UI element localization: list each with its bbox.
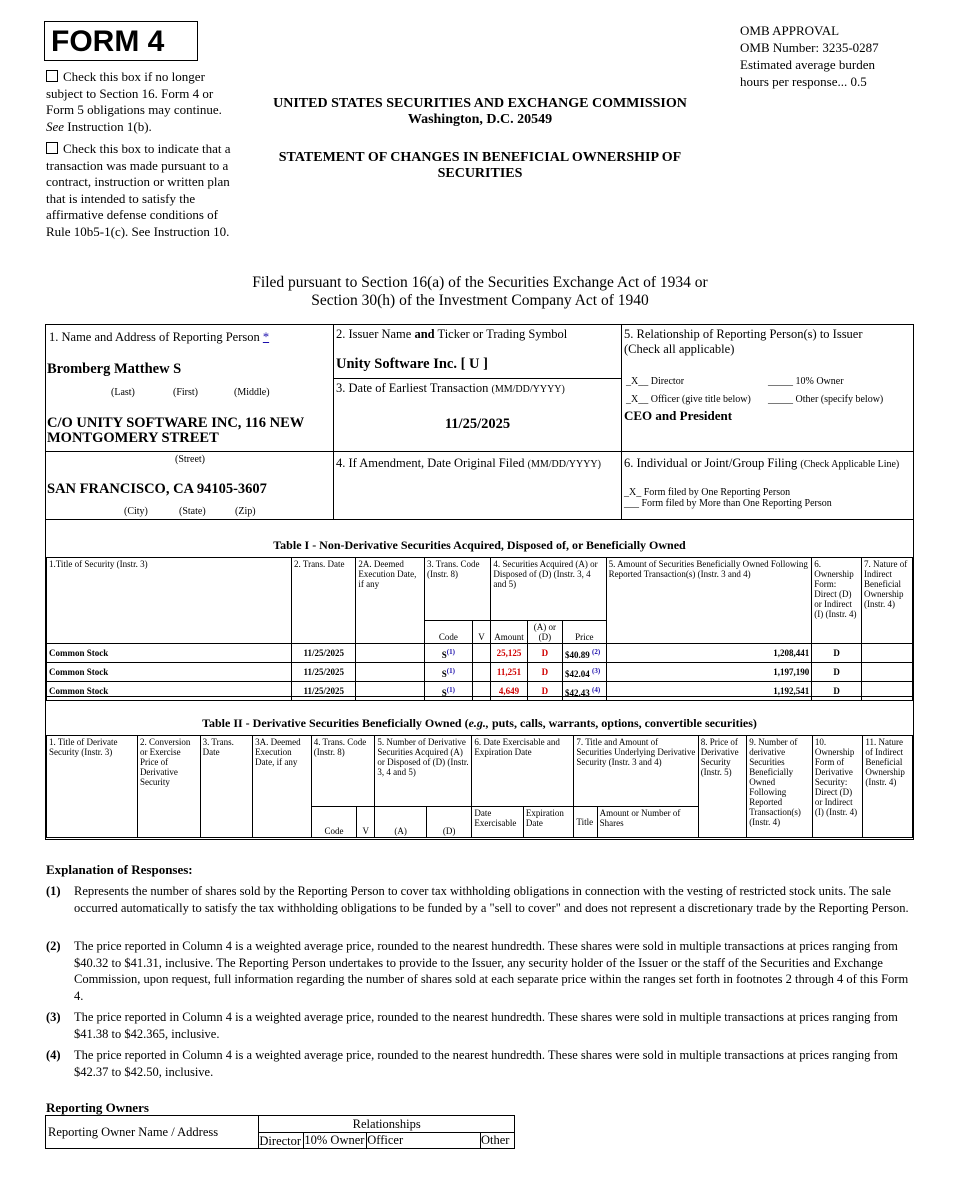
footnote-text: The price reported in Column 4 is a weighted average price, rounded to the nearest hundredth. These shares were sold in multiple transactions at prices ranging from $40.32 to $41.31, inclusive. The Reporting Person undertakes to provide to the Issuer, any security holder of the Issuer or the staff of the Securities and Exchange Commission, upon request, full information regarding the number of shares sold at each separate price within the ranges set forth in footnotes 2 through 4 of this Form 4.: [74, 939, 909, 1003]
price-value: $42.43: [565, 687, 590, 698]
table-row: [47, 644, 913, 663]
amount-owned: 1,197,190: [606, 663, 812, 682]
issuer-name: Unity Software Inc. [ U ]: [336, 356, 488, 372]
box3-fmt: (MM/DD/YYYY): [491, 384, 565, 395]
box6-sub: (Check Applicable Line): [800, 459, 900, 470]
director-col: Director: [259, 1133, 304, 1149]
street-address: C/O UNITY SOFTWARE INC, 116 NEW MONTGOMERY STREET: [47, 415, 305, 446]
rule10b5-check: [46, 141, 231, 240]
box4-fmt: (MM/DD/YYYY): [527, 459, 601, 470]
agency-block: [230, 96, 730, 128]
agency-name: UNITED STATES SECURITIES AND EXCHANGE COMMISSION: [273, 96, 687, 111]
amount-owned: 1,192,541: [606, 682, 812, 701]
t2-h11: 11. Nature of Indirect Beneficial Ownership (Instr. 4): [863, 736, 913, 838]
instruction-text: Instruction 1(b).: [67, 118, 152, 134]
amount: 4,649: [491, 682, 527, 701]
ownership-form: D: [812, 682, 862, 701]
box5-label: [624, 327, 909, 357]
security-title: Common Stock: [47, 663, 292, 682]
table1: [46, 557, 913, 701]
t2-h8: 8. Price of Derivative Security (Instr. 5): [698, 736, 747, 838]
box6-label-text: 6. Individual or Joint/Group Filing: [624, 456, 798, 470]
footnote-number: (2): [46, 939, 61, 953]
omb-line: OMB APPROVAL: [740, 23, 840, 38]
reporting-owners-table: [45, 1115, 515, 1149]
box2-label-pre: 2. Issuer Name: [336, 327, 415, 341]
footnote-link[interactable]: (1): [446, 647, 455, 656]
ten-percent-check: _____ 10% Owner: [768, 376, 844, 387]
code-value: S: [441, 649, 447, 660]
officer-check: _X__ Officer (give title below): [626, 394, 751, 405]
box2-label-and: and: [414, 327, 435, 341]
price: [563, 663, 607, 682]
other-col: Other: [480, 1133, 514, 1149]
t2-h3a: 3A. Deemed Execution Date, if any: [253, 736, 312, 838]
omb-line: OMB Number: 3235-0287: [740, 40, 879, 55]
trans-date: 11/25/2025: [292, 682, 356, 701]
t2-v: V: [357, 807, 375, 838]
zip-label: (Zip): [235, 506, 256, 517]
see-text: See: [46, 118, 65, 134]
t1-h2a: 2A. Deemed Execution Date, if any: [356, 558, 425, 644]
footnote-link[interactable]: (3): [592, 666, 601, 675]
footnote-number: (4): [46, 1048, 61, 1062]
box1-label: [49, 330, 269, 345]
amount: 11,251: [491, 663, 527, 682]
footnote: [46, 883, 916, 916]
reporting-person-name: Bromberg Matthew S: [47, 361, 182, 377]
omb-line: Estimated average burden: [740, 57, 875, 72]
first-label: (First): [173, 387, 198, 398]
statement-title: STATEMENT OF CHANGES IN BENEFICIAL OWNERSHIP OF SECURITIES: [278, 150, 682, 181]
reporting-owners-heading: Reporting Owners: [46, 1100, 149, 1115]
box6-label: [624, 456, 899, 472]
ownership-form: D: [812, 644, 862, 663]
filed-pursuant: [225, 274, 735, 310]
relationships-col: Relationships: [259, 1116, 515, 1133]
acq-disp: D: [527, 682, 562, 701]
t2-h3: 3. Trans. Date: [200, 736, 253, 838]
t1-v: V: [472, 621, 491, 644]
t2-date-ex: Date Exercisable: [472, 807, 524, 838]
box1-label-text: 1. Name and Address of Reporting Person: [49, 330, 260, 344]
t1-h5: 5. Amount of Securities Beneficially Owned Following Reported Transaction(s) (Instr. 3 and 4): [606, 558, 812, 644]
section16-check: [46, 69, 231, 135]
price-value: $40.89: [565, 649, 590, 660]
t2-d: (D): [426, 807, 471, 838]
amount: 25,125: [491, 644, 527, 663]
t2-code: Code: [311, 807, 356, 838]
footnote-link[interactable]: (4): [592, 685, 601, 694]
trans-date: 11/25/2025: [292, 644, 356, 663]
footnote-link[interactable]: (2): [592, 647, 601, 656]
footnote: [46, 938, 916, 1004]
city-state-zip: SAN FRANCISCO, CA 94105-3607: [47, 481, 267, 497]
last-label: (Last): [111, 387, 135, 398]
acq-disp: D: [527, 663, 562, 682]
t2-title-eg: e.g.,: [468, 716, 489, 730]
city-label: (City): [124, 506, 148, 517]
section16-checkbox[interactable]: [46, 70, 58, 82]
footnote: [46, 1009, 916, 1042]
ownership-form: D: [812, 663, 862, 682]
box3-label-text: 3. Date of Earliest Transaction: [336, 381, 489, 395]
section16-text: Check this box if no longer subject to Section 16. Form 4 or Form 5 obligations may continue.: [46, 69, 222, 117]
code-value: S: [441, 687, 447, 698]
security-title: Common Stock: [47, 644, 292, 663]
footnote-link[interactable]: (1): [446, 666, 455, 675]
box4-label-text: 4. If Amendment, Date Original Filed: [336, 456, 525, 470]
table-row: [47, 663, 913, 682]
omb-line: hours per response... 0.5: [740, 74, 867, 89]
t1-h2: 2. Trans. Date: [292, 558, 356, 644]
director-check: _X__ Director: [626, 376, 685, 387]
footnote-number: (3): [46, 1010, 61, 1024]
t1-aord: (A) or (D): [527, 621, 562, 644]
box5-sub: (Check all applicable): [624, 342, 735, 356]
footnote-link[interactable]: (1): [446, 685, 455, 694]
owner-name-col: Reporting Owner Name / Address: [46, 1116, 259, 1149]
divider: [333, 378, 622, 379]
form-title: FORM 4: [44, 21, 198, 61]
t2-h7: 7. Title and Amount of Securities Underlying Derivative Security (Instr. 3 and 4): [574, 736, 698, 807]
rule10b5-checkbox[interactable]: [46, 142, 58, 154]
v-cell: [472, 644, 491, 663]
state-label: (State): [179, 506, 206, 517]
price-value: $42.04: [565, 668, 590, 679]
t1-h1: 1.Title of Security (Instr. 3): [47, 558, 292, 644]
footnote-star[interactable]: *: [262, 330, 270, 344]
t1-code: Code: [424, 621, 472, 644]
t2-h5: 5. Number of Derivative Securities Acquired (A) or Disposed of (D) (Instr. 3, 4 and 5): [375, 736, 472, 807]
filing-more: ___ Form filed by More than One Reporting Person: [624, 498, 832, 509]
t1-price: Price: [563, 621, 607, 644]
t1-amount: Amount: [491, 621, 527, 644]
table2-header: [47, 736, 913, 807]
footnote-text: The price reported in Column 4 is a weighted average price, rounded to the nearest hundredth. These shares were sold in multiple transactions at prices ranging from $41.38 to $42.365, inclusive.: [74, 1010, 898, 1041]
t2-exp: Expiration Date: [523, 807, 574, 838]
box5-label-text: 5. Relationship of Reporting Person(s) to Issuer: [624, 327, 863, 341]
filed-line: Filed pursuant to Section 16(a) of the Securities Exchange Act of 1934 or: [252, 274, 708, 291]
agency-city: Washington, D.C. 20549: [407, 112, 553, 127]
acq-disp: D: [527, 644, 562, 663]
filing-one: _X_ Form filed by One Reporting Person: [624, 487, 791, 498]
divider: [45, 451, 622, 452]
officer-title: CEO and President: [624, 408, 733, 423]
explanation-heading: Explanation of Responses:: [46, 862, 193, 877]
filed-line: Section 30(h) of the Investment Company Act of 1940: [311, 292, 649, 309]
street-label: (Street): [175, 454, 205, 465]
omb-approval: [740, 22, 879, 90]
table2-title: [45, 716, 914, 731]
t2-amount-shares: Amount or Number of Shares: [597, 807, 698, 838]
t2-h10: 10. Ownership Form of Derivative Security: Direct (D) or Indirect (I) (Instr. 4): [812, 736, 863, 838]
footnote-text: The price reported in Column 4 is a weighted average price, rounded to the nearest hundredth. These shares were sold in multiple transactions at prices ranging from $42.37 to $42.50, inclusive.: [74, 1048, 898, 1079]
t2-h1: 1. Title of Derivate Security (Instr. 3): [47, 736, 138, 838]
middle-label: (Middle): [234, 387, 270, 398]
t2-a: (A): [375, 807, 427, 838]
t2-h4: 4. Trans. Code (Instr. 8): [311, 736, 375, 807]
box3-label: [336, 381, 565, 397]
amount-owned: 1,208,441: [606, 644, 812, 663]
t1-h7: 7. Nature of Indirect Beneficial Ownership (Instr. 4): [862, 558, 913, 644]
code-value: S: [441, 668, 447, 679]
t2-title-col: Title: [574, 807, 597, 838]
trans-date: 11/25/2025: [292, 663, 356, 682]
t1-h6: 6. Ownership Form: Direct (D) or Indirect (I) (Instr. 4): [812, 558, 862, 644]
box4-label: [336, 456, 601, 472]
footnote: [46, 1047, 916, 1080]
v-cell: [472, 663, 491, 682]
officer-col: Officer: [367, 1133, 481, 1149]
earliest-transaction-date: 11/25/2025: [444, 416, 511, 432]
t2-h6: 6. Date Exercisable and Expiration Date: [472, 736, 574, 807]
trans-code: [424, 663, 472, 682]
box2-label: [336, 327, 567, 342]
owners-header: [46, 1116, 515, 1133]
t2-h2: 2. Conversion or Exercise Price of Derivative Security: [137, 736, 200, 838]
security-title: Common Stock: [47, 682, 292, 701]
table1-header: [47, 558, 913, 621]
table2: [46, 735, 913, 838]
deemed-date: [356, 644, 425, 663]
box2-label-post: Ticker or Trading Symbol: [434, 327, 568, 341]
ten-pct-col: 10% Owner: [304, 1133, 367, 1149]
trans-code: [424, 644, 472, 663]
t2-h9: 9. Number of derivative Securities Beneficially Owned Following Reported Transaction(s) (Instr. 4): [747, 736, 813, 838]
rule10b5-text: Check this box to indicate that a transaction was made pursuant to a contract, instruction or written plan that is intended to satisfy the affirmative defense conditions of Rule 10b5-1(c). See Instruction 10.: [46, 141, 231, 239]
nature-cell: [862, 663, 913, 682]
nature-cell: [862, 644, 913, 663]
t1-h4: 4. Securities Acquired (A) or Disposed of (D) (Instr. 3, 4 and 5): [491, 558, 606, 621]
t1-h3: 3. Trans. Code (Instr. 8): [424, 558, 490, 621]
t2-title-post: puts, calls, warrants, options, convertible securities): [488, 716, 757, 730]
price: [563, 644, 607, 663]
footnote-number: (1): [46, 884, 61, 898]
deemed-date: [356, 663, 425, 682]
table1-title: Table I - Non-Derivative Securities Acquired, Disposed of, or Beneficially Owned: [273, 538, 686, 552]
other-check: _____ Other (specify below): [768, 394, 884, 405]
divider: [621, 451, 914, 452]
t2-title-pre: Table II - Derivative Securities Beneficially Owned (: [202, 716, 469, 730]
footnote-text: Represents the number of shares sold by the Reporting Person to cover tax withholding obligations in connection with the vesting of restricted stock units. The sale occurred automatically to satisfy the tax withholding obligations to be funded by a "sell to cover" and does not represent a discretionary trade by the Reporting Person.: [74, 884, 909, 915]
